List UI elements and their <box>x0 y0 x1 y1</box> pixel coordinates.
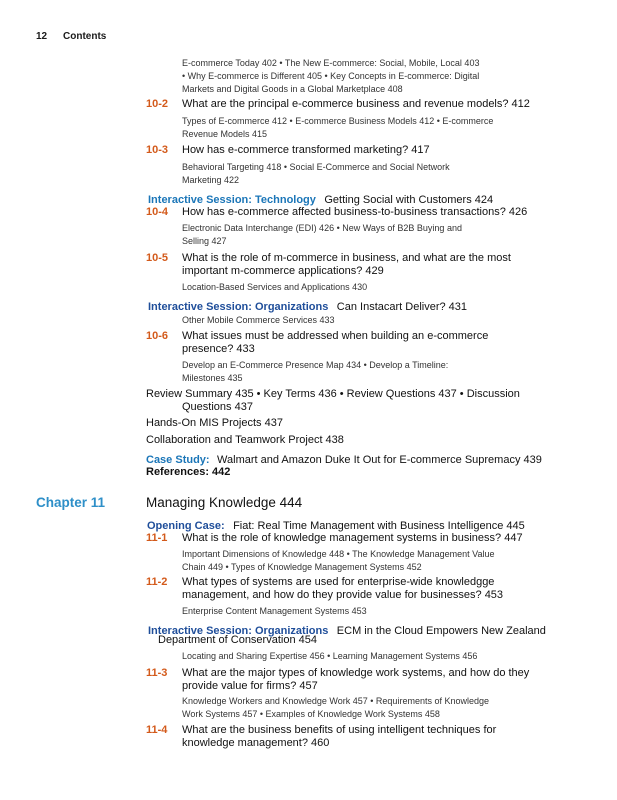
section-question: What is the role of knowledge management systems in business? 447 <box>182 532 523 544</box>
toc-subtopics: Marketing 422 <box>182 175 240 185</box>
interactive-session-organizations <box>148 297 467 315</box>
section-number: 11-4 <box>146 724 168 736</box>
toc-subtopics: Location-Based Services and Applications 430 <box>182 282 368 292</box>
section-number: 10-3 <box>146 144 169 156</box>
section-question: What are the principal e-commerce business and revenue models? 412 <box>182 98 530 110</box>
toc-subtopics: Other Mobile Commerce Services 433 <box>182 315 335 325</box>
session-title-cont: Department of Conservation 454 <box>158 634 317 646</box>
session-label: Interactive Session: Technology <box>148 194 316 206</box>
references: References: 442 <box>146 466 231 478</box>
toc-subtopics: Markets and Digital Goods in a Global Marketplace 408 <box>182 84 403 94</box>
section-question-cont: presence? 433 <box>182 343 255 355</box>
toc-subtopics: Chain 449 • Types of Knowledge Management Systems 452 <box>182 562 422 572</box>
section-question: What are the major types of knowledge work systems, and how do they <box>182 667 530 679</box>
case-study-title: Walmart and Amazon Duke It Out for E-commerce Supremacy 439 <box>217 454 542 466</box>
running-header-title: Contents <box>63 31 107 42</box>
opening-case-label: Opening Case: <box>147 520 225 532</box>
section-question: What types of systems are used for enterprise-wide knowledgge <box>182 576 495 588</box>
section-number: 10-4 <box>146 206 169 218</box>
case-study-label: Case Study: <box>146 454 210 466</box>
toc-subtopics: Locating and Sharing Expertise 456 • Learning Management Systems 456 <box>182 651 478 661</box>
chapter-label: Chapter 11 <box>36 495 106 510</box>
section-question-cont: important m-commerce applications? 429 <box>182 265 384 277</box>
chapter-title: Managing Knowledge 444 <box>146 495 303 510</box>
toc-subtopics: Revenue Models 415 <box>182 129 268 139</box>
toc-subtopics: Work Systems 457 • Examples of Knowledge Work Systems 458 <box>182 709 440 719</box>
session-title: Getting Social with Customers 424 <box>324 194 494 206</box>
toc-subtopics: Behavioral Targeting 418 • Social E-Commerce and Social Network <box>182 162 450 172</box>
section-question: What is the role of m-commerce in business, and what are the most <box>182 252 511 264</box>
collaboration-project: Collaboration and Teamwork Project 438 <box>146 434 344 446</box>
section-question: How has e-commerce affected business-to-business transactions? 426 <box>182 206 528 218</box>
section-question-cont: management, and how do they provide value for businesses? 453 <box>182 589 504 601</box>
section-number: 11-1 <box>146 532 168 544</box>
session-title: ECM in the Cloud Empowers New Zealand <box>336 625 546 637</box>
section-number: 11-2 <box>146 576 168 588</box>
opening-case-title: Fiat: Real Time Management with Business Intelligence 445 <box>233 520 525 532</box>
toc-subtopics: Knowledge Workers and Knowledge Work 457 • Requirements of Knowledge <box>182 696 489 706</box>
session-label: Interactive Session: Organizations <box>148 301 329 313</box>
session-title: Can Instacart Deliver? 431 <box>336 301 468 313</box>
toc-subtopics: Important Dimensions of Knowledge 448 • The Knowledge Management Value <box>182 549 495 559</box>
section-question: What are the business benefits of using intelligent techniques for <box>182 724 497 736</box>
toc-subtopics: Develop an E-Commerce Presence Map 434 • Develop a Timeline: <box>182 360 449 370</box>
section-number: 10-2 <box>146 98 169 110</box>
toc-subtopics: • Why E-commerce is Different 405 • Key Concepts in E-commerce: Digital <box>182 71 480 81</box>
page-number: 12 <box>36 31 48 42</box>
toc-subtopics: Milestones 435 <box>182 373 243 383</box>
toc-subtopics: Types of E-commerce 412 • E-commerce Business Models 412 • E-commerce <box>182 116 494 126</box>
review-summary: Review Summary 435 • Key Terms 436 • Review Questions 437 • Discussion <box>146 388 520 400</box>
section-number: 11-3 <box>146 667 168 679</box>
section-number: 10-6 <box>146 330 169 342</box>
section-question-cont: provide value for firms? 457 <box>182 680 318 692</box>
session-label: Interactive Session: Organizations <box>148 625 329 637</box>
section-question-cont: knowledge management? 460 <box>182 737 330 749</box>
section-number: 10-5 <box>146 252 169 264</box>
toc-subtopics: Enterprise Content Management Systems 453 <box>182 606 367 616</box>
section-question: What issues must be addressed when building an e-commerce <box>182 330 489 342</box>
hands-on-projects: Hands-On MIS Projects 437 <box>146 417 283 429</box>
toc-subtopics: Electronic Data Interchange (EDI) 426 • New Ways of B2B Buying and <box>182 223 462 233</box>
review-summary-cont: Questions 437 <box>182 401 253 413</box>
toc-subtopics: E-commerce Today 402 • The New E-commerce: Social, Mobile, Local 403 <box>182 58 480 68</box>
toc-subtopics: Selling 427 <box>182 236 227 246</box>
section-question: How has e-commerce transformed marketing? 417 <box>182 144 430 156</box>
